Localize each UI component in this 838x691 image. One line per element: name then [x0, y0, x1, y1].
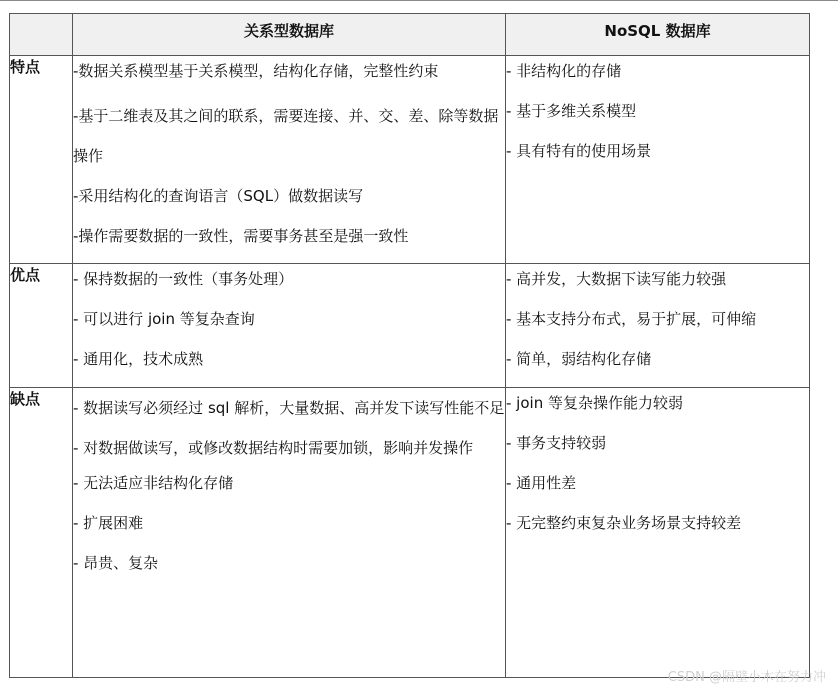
list-item: - 数据读写必须经过 sql 解析，大量数据、高并发下读写性能不足	[73, 399, 505, 417]
advantages-relational-cell	[73, 264, 506, 388]
list-item: -操作需要数据的一致性，需要事务甚至是强一致性	[73, 227, 409, 245]
list-item: - 事务支持较弱	[506, 434, 607, 452]
list-item: - join 等复杂操作能力较弱	[506, 394, 683, 412]
header-nosql: NoSQL 数据库	[506, 14, 810, 56]
table-row-advantages	[10, 264, 810, 388]
row-label-features: 特点	[10, 56, 73, 264]
header-relational: 关系型数据库	[73, 14, 506, 56]
list-item: -数据关系模型基于关系模型，结构化存储，完整性约束	[73, 62, 439, 80]
list-item: - 高并发，大数据下读写能力较强	[506, 270, 727, 288]
list-item: - 无法适应非结构化存储	[73, 474, 234, 492]
list-item: - 通用性差	[506, 474, 577, 492]
disadvantages-nosql-cell	[506, 388, 810, 678]
disadvantages-relational-cell	[73, 388, 506, 678]
list-item: - 扩展困难	[73, 514, 144, 532]
features-nosql-cell	[506, 56, 810, 264]
top-divider	[0, 0, 838, 1]
watermark: CSDN @隔壁小木在努力冲	[667, 670, 826, 685]
list-item: -基于二维表及其之间的联系，需要连接、并、交、差、除等数据操作	[73, 107, 499, 165]
list-item: -采用结构化的查询语言（SQL）做数据读写	[73, 187, 364, 205]
table-row-disadvantages	[10, 388, 810, 678]
comparison-table	[9, 13, 810, 678]
list-item: - 基于多维关系模型	[506, 102, 637, 120]
list-item: - 基本支持分布式，易于扩展，可伸缩	[506, 310, 757, 328]
list-item: - 昂贵、复杂	[73, 554, 159, 572]
header-row	[10, 14, 810, 56]
header-corner	[10, 14, 73, 56]
features-relational-cell	[73, 56, 506, 264]
list-item: - 具有特有的使用场景	[506, 142, 652, 160]
advantages-nosql-cell	[506, 264, 810, 388]
list-item: - 非结构化的存储	[506, 62, 622, 80]
list-item: - 无完整约束复杂业务场景支持较差	[506, 514, 742, 532]
list-item: - 对数据做读写，或修改数据结构时需要加锁，影响并发操作	[73, 439, 474, 457]
list-item: - 简单，弱结构化存储	[506, 350, 652, 368]
table-row-features	[10, 56, 810, 264]
row-label-advantages: 优点	[10, 264, 73, 388]
row-label-disadvantages: 缺点	[10, 388, 73, 678]
list-item: - 通用化，技术成熟	[73, 350, 204, 368]
list-item: - 可以进行 join 等复杂查询	[73, 310, 255, 328]
list-item: - 保持数据的一致性（事务处理）	[73, 270, 294, 288]
